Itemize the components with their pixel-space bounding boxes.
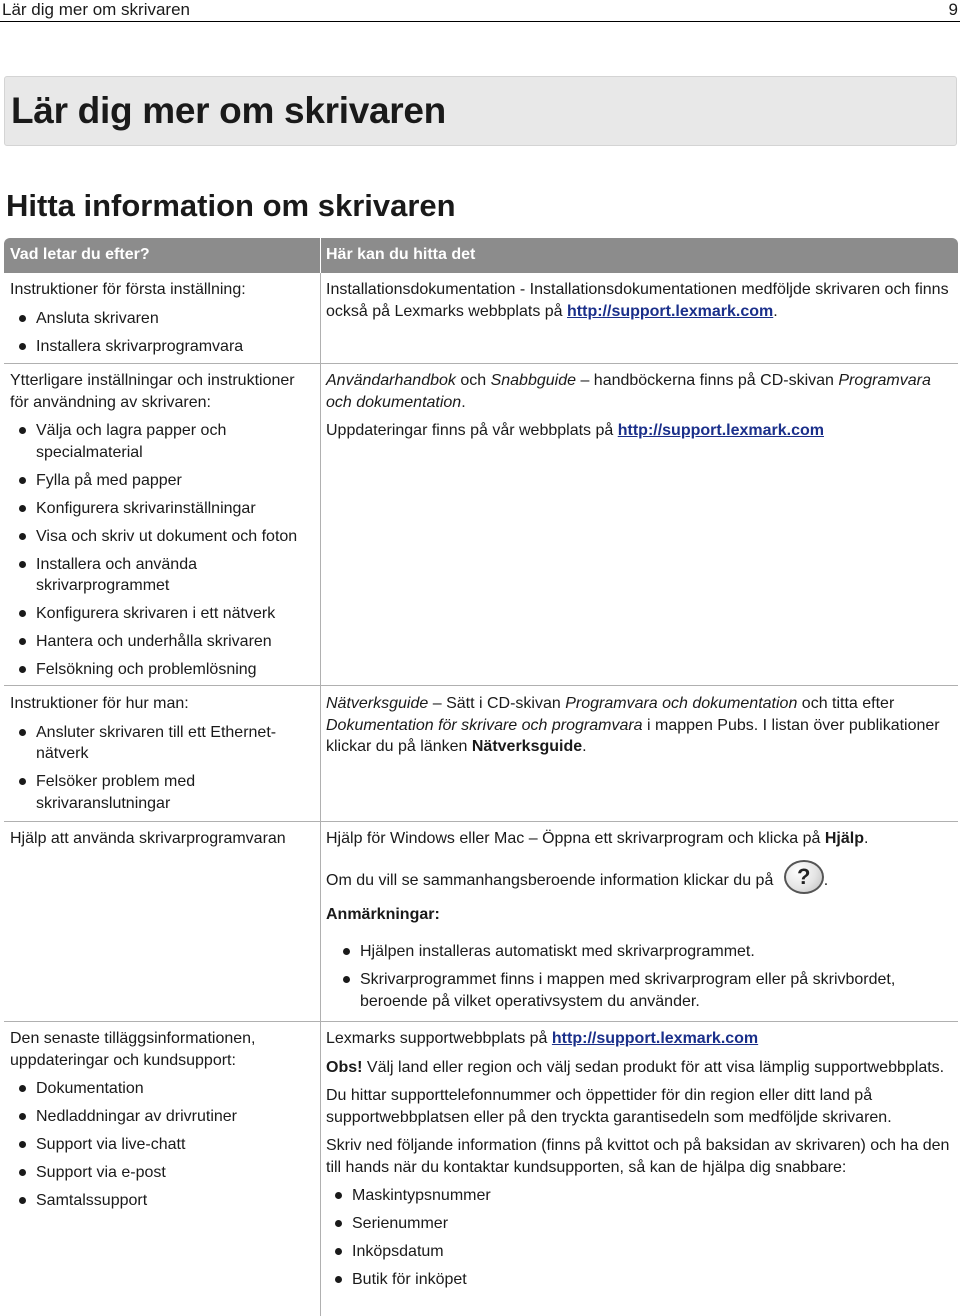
list-item: Visa och skriv ut dokument och foton xyxy=(10,526,310,548)
list-item: Dokumentation xyxy=(10,1078,310,1100)
write-down-text: Skriv ned följande information (finns på kvittot och på baksidan av skrivaren) och ha den till hands när du kontaktar kundsupporten, så kan de hjälpa dig snabbare: xyxy=(326,1137,950,1176)
updates-text: Uppdateringar finns på vår webbplats på http://support.lexmark.com xyxy=(326,422,824,439)
notes-list xyxy=(334,941,952,1012)
list-item: Hantera och underhålla skrivaren xyxy=(10,631,310,653)
row-4-what xyxy=(10,828,310,857)
row-intro: Instruktioner för första inställning: xyxy=(10,281,246,298)
row-5-what xyxy=(10,1028,310,1218)
row-divider xyxy=(4,1021,958,1022)
list-item: Nedladdningar av drivrutiner xyxy=(10,1106,310,1128)
list-item: Butik för inköpet xyxy=(326,1269,952,1291)
bullet-list xyxy=(326,1185,952,1291)
header-divider xyxy=(320,238,321,273)
list-item: Inköpsdatum xyxy=(326,1241,952,1263)
table-header-what: Vad letar du efter? xyxy=(10,246,150,263)
context-help-text: Om du vill se sammanhangsberoende information klickar du på ? . xyxy=(326,864,952,898)
list-item: Konfigurera skrivaren i ett nätverk xyxy=(10,603,310,625)
bullet-list xyxy=(10,308,310,358)
phone-info-text: Du hittar supporttelefonnummer och öppettider för din region eller ditt land på supportwebbplatsen eller på den tryckta garantisedeln som medföljde skrivaren. xyxy=(326,1087,892,1126)
section-title: Hitta information om skrivaren xyxy=(6,188,456,223)
running-header-title: Lär dig mer om skrivaren xyxy=(2,0,191,19)
list-item: Serienummer xyxy=(326,1213,952,1235)
bullet-list xyxy=(10,1078,310,1212)
bullet-list xyxy=(10,420,310,681)
network-guide-text: Nätverksguide – Sätt i CD-skivan Programvara och dokumentation och titta efter Dokumentation för skrivare och programvara i mappen Pubs. I listan över publikationer klickar du på länken Nätverksguide. xyxy=(326,695,940,755)
bullet-list xyxy=(10,722,310,815)
list-item: Ansluter skrivaren till ett Ethernet-nätverk xyxy=(10,722,310,765)
page-number: 9 xyxy=(948,0,958,19)
help-word: Hjälp xyxy=(824,830,864,847)
list-item: Felsöker problem med skrivaranslutningar xyxy=(10,771,310,814)
help-question-icon[interactable]: ? xyxy=(784,860,824,894)
list-item: Hjälpen installeras automatiskt med skrivarprogrammet. xyxy=(334,941,952,963)
guides-text: Användarhandbok och Snabbguide – handböckerna finns på CD-skivan Programvara och dokumentation. xyxy=(326,372,931,411)
chapter-title-box xyxy=(4,76,957,146)
list-item: Support via e-post xyxy=(10,1162,310,1184)
list-item: Felsökning och problemlösning xyxy=(10,659,310,681)
table-header xyxy=(4,238,958,273)
row-intro: Instruktioner för hur man: xyxy=(10,695,189,712)
row-5-where xyxy=(326,1028,952,1297)
row-2-where xyxy=(326,370,952,449)
support-link[interactable]: http://support.lexmark.com xyxy=(567,302,774,320)
list-item: Ansluta skrivaren xyxy=(10,308,310,330)
table-header-where: Här kan du hitta det xyxy=(326,246,476,263)
list-item: Välja och lagra papper och specialmaterial xyxy=(10,420,310,463)
list-item: Skrivarprogrammet finns i mappen med skrivarprogram eller på skrivbordet, beroende på vilket operativsystem du använder. xyxy=(334,969,952,1012)
row-intro: Den senaste tilläggsinformationen, uppdateringar och kundsupport: xyxy=(10,1030,256,1069)
install-docs-text: Installationsdokumentation - Installationsdokumentationen medföljde skrivaren och finns också på Lexmarks webbplats på http://support.lexmark.com. xyxy=(326,281,949,320)
row-divider xyxy=(4,821,958,822)
list-item: Samtalssupport xyxy=(10,1190,310,1212)
row-4-where xyxy=(326,828,952,1019)
running-header xyxy=(0,0,960,22)
row-intro: Hjälp att använda skrivarprogramvaran xyxy=(10,830,286,847)
help-text: Hjälp för Windows eller Mac – Öppna ett skrivarprogram och klicka på Hjälp. xyxy=(326,830,869,847)
list-item: Konfigurera skrivarinställningar xyxy=(10,498,310,520)
list-item: Installera skrivarprogramvara xyxy=(10,336,310,358)
list-item: Support via live-chatt xyxy=(10,1134,310,1156)
info-table xyxy=(4,238,958,1316)
row-1-what xyxy=(10,279,310,364)
row-intro: Ytterligare inställningar och instruktioner för användning av skrivaren: xyxy=(10,372,295,411)
network-guide-link[interactable]: Nätverksguide xyxy=(471,738,583,755)
column-divider xyxy=(320,273,321,1316)
chapter-title: Lär dig mer om skrivaren xyxy=(11,90,446,131)
obs-note: Obs! Välj land eller region och välj sedan produkt för att visa lämplig supportwebbplats. xyxy=(326,1058,945,1076)
support-link[interactable]: http://support.lexmark.com xyxy=(617,422,824,439)
list-item: Installera och använda skrivarprogrammet xyxy=(10,554,310,597)
row-1-where xyxy=(326,279,952,329)
list-item: Maskintypsnummer xyxy=(326,1185,952,1207)
support-link[interactable]: http://support.lexmark.com xyxy=(551,1030,759,1047)
row-2-what xyxy=(10,370,310,687)
list-item: Fylla på med papper xyxy=(10,470,310,492)
row-3-what xyxy=(10,693,310,821)
support-site-text: Lexmarks supportwebbplats på http://support.lexmark.com xyxy=(326,1030,759,1047)
row-3-where xyxy=(326,693,952,765)
notes-title: Anmärkningar: xyxy=(326,905,440,923)
